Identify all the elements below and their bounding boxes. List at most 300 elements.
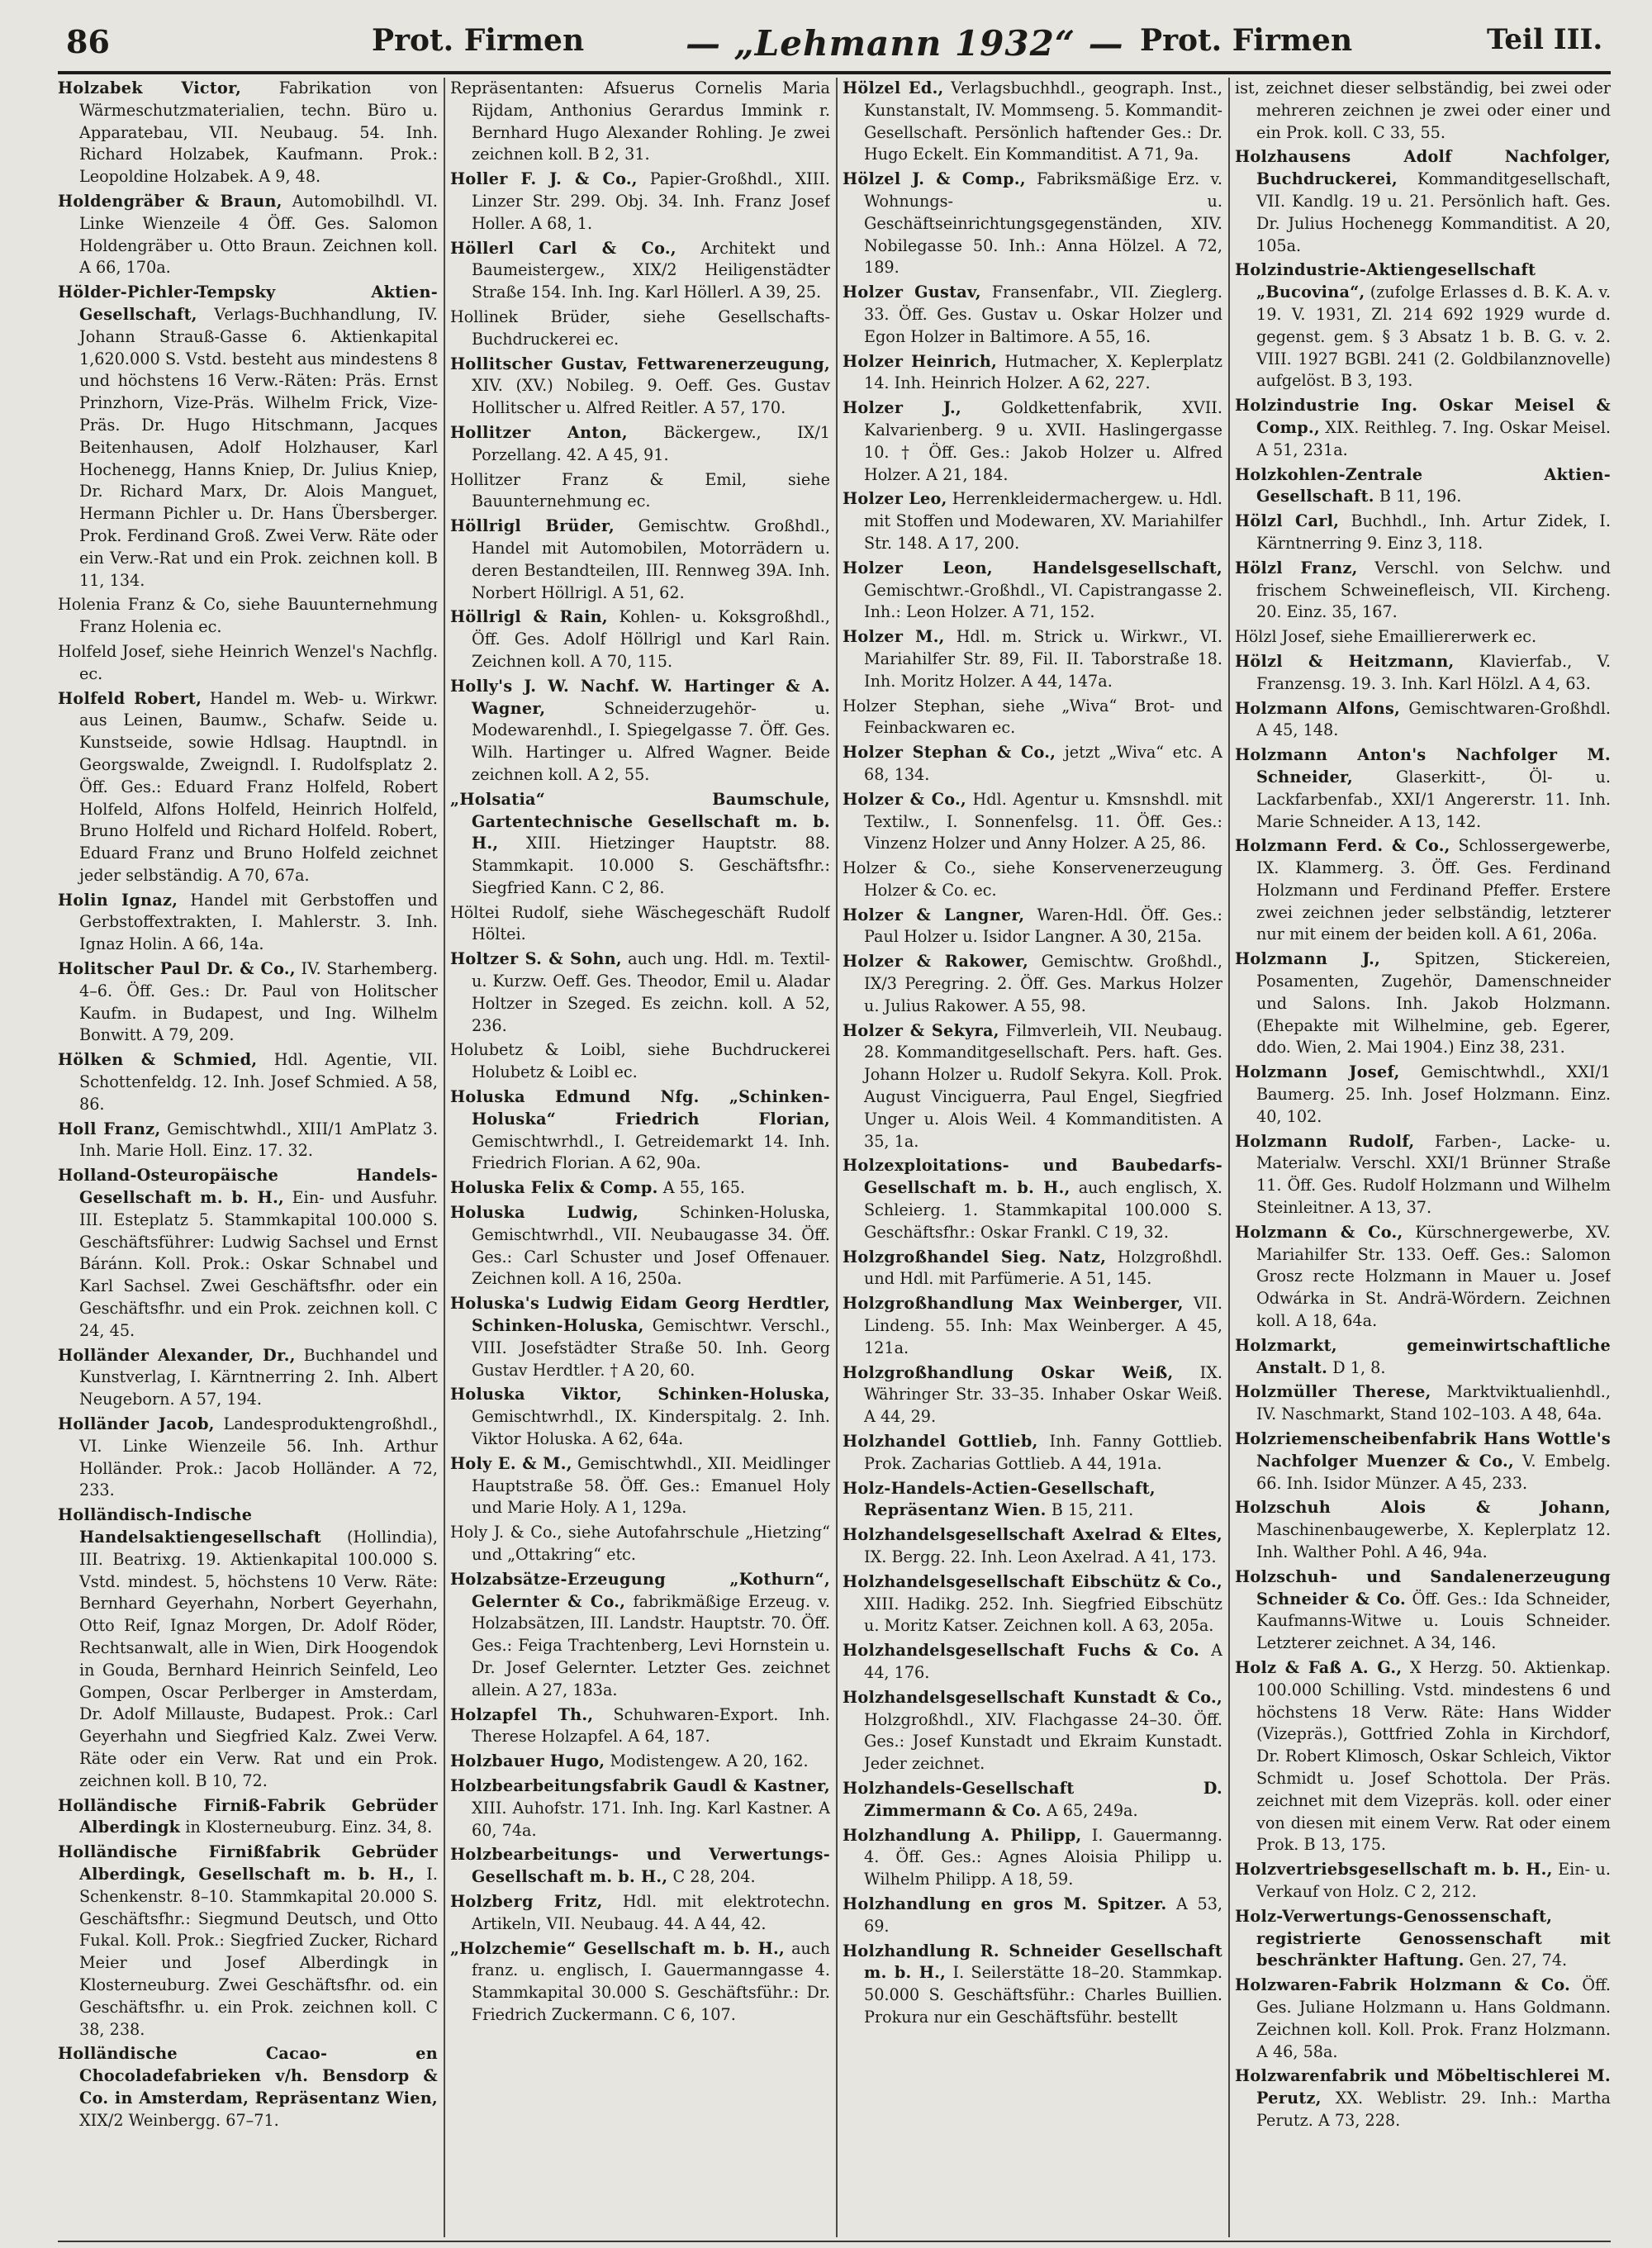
firm-name: Holzhausens Adolf Nachfolger, Buchdruckerei, <box>1235 147 1611 189</box>
entry-details: Verlagsbuchhdl., geograph. Inst., Kunstanstalt, IV. Mommseng. 5. Kommandit-Gesellschaft. Persönlich haftender Ges.: Dr. Hugo Eckelt. Ein Kommanditist. A 71, 9a. <box>864 78 1222 164</box>
entry-details: Gemischtw. Großhdl., Handel mit Automobilen, Motorrädern u. deren Bestandteilen, III. Rennweg 39A. Inh. Norbert Höllrigl. A 51, 62. <box>472 516 830 602</box>
firm-name: Holzexploitations- und Baubedarfs-Gesellschaft m. b. H., <box>843 1156 1222 1198</box>
entry-details: in Klosterneuburg. Einz. 34, 8. <box>180 1818 433 1837</box>
entry-details: Holzer Stephan, siehe „Wiva“ Brot- und Feinbackwaren ec. <box>843 696 1222 738</box>
directory-entry <box>843 78 1222 166</box>
firm-name: Holzkohlen-Zentrale Aktien-Gesellschaft. <box>1235 464 1611 506</box>
firm-name: Hölken & Schmied, <box>58 1050 258 1070</box>
directory-entry <box>450 1522 830 1566</box>
entry-details: I. Gauermanng. 4. Öff. Ges.: Agnes Aloisia Philipp u. Wilhelm Philipp. A 18, 59. <box>864 1825 1222 1889</box>
directory-entry <box>1235 1131 1611 1219</box>
firm-name: Holzer J., <box>843 398 961 418</box>
entry-details: (Hollindia), III. Beatrixg. 19. Aktienkapital 100.000 S. Vstd. mindest. 5, höchstens 10 Verw. Räte: Bernhard Geyerhahn, Norbert Geyerhahn, Otto Reif, Ignaz Morgen, Dr. Adolf Röder, Rechtsanwalt, alle in Wien, Dirk Hoogendok in Gouda, Bernhard Heinrich Seinfeld, Leo Gompen, Oscar Perlberger in Amsterdam, Dr. Adolf Millauste, Budapest. Prok.: Carl Geyerhahn und Siegfried Kalz. Zwei Verw. Räte oder ein Verw. Rat und ein Prok. zeichnen koll. B 10, 72. <box>79 1528 438 1790</box>
entry-details: Hollitzer Franz & Emil, siehe Bauunternehmung ec. <box>450 469 830 511</box>
firm-name: Holzgroßhandlung Max Weinberger, <box>843 1294 1184 1314</box>
entry-details: Schneiderzugehör- u. Modewarenhdl., I. Spiegelgasse 7. Öff. Ges. Wilh. Hartinger u. Alfred Wagner. Beide zeichnen koll. A 2, 55. <box>472 698 830 784</box>
entry-details: Holfeld Josef, siehe Heinrich Wenzel's Nachflg. ec. <box>58 641 438 683</box>
firm-name: Hölzl & Heitzmann, <box>1235 651 1455 671</box>
entry-details: auch franz. u. englisch, I. Gauermanngasse 4. Stammkapital 30.000 S. Geschäftsführ.: Dr. Friedrich Zuckermann. C 6, 107. <box>472 1938 830 2024</box>
entry-details: Glaserkitt-, Öl- u. Lackfarbenfab., XXI/1 Angererstr. 11. Inh. Marie Schneider. A 13, 142. <box>1256 767 1611 831</box>
directory-entry <box>450 1938 830 2027</box>
firm-name: Holzabek Victor, <box>58 78 242 97</box>
directory-entry <box>843 1640 1222 1685</box>
directory-entry <box>450 1202 830 1290</box>
firm-name: Holy E. & M., <box>450 1453 572 1473</box>
entry-details: Gemischtwr.-Großhdl., VI. Capistrangasse 2. Inh.: Leon Holzer. A 71, 152. <box>864 580 1222 622</box>
directory-entry <box>1235 1222 1611 1333</box>
directory-entry <box>1235 1975 1611 2063</box>
directory-entry <box>450 1384 830 1450</box>
firm-name: Holzhandelsgesellschaft Axelrad & Eltes, <box>843 1525 1222 1545</box>
entry-details: auch ung. Hdl. m. Textil-u. Kurzw. Oeff. Ges. Theodor, Emil u. Aladar Holtzer in Szeged. Es zeichn. koll. A 52, 236. <box>472 949 830 1035</box>
directory-entry <box>1235 511 1611 555</box>
entry-details: Gemischtwr. Verschl., VIII. Josefstädter Straße 50. Inh. Georg Gustav Herdtler. † A 20, 60. <box>472 1316 830 1380</box>
directory-entry <box>843 858 1222 902</box>
entry-details: Kommanditgesellschaft, VII. Kandlg. 19 u. 21. Persönlich haft. Ges. Dr. Julius Hochenegg Kommanditist. A 20, 105a. <box>1256 169 1611 255</box>
entry-details: Fabrikation von Wärmeschutzmaterialien, techn. Büro u. Apparatebau, VII. Neubaug. 54. Inh. Richard Holzabek, Kaufmann. Prok.: Leopoldine Holzabek. A 9, 48. <box>79 78 438 187</box>
directory-entry <box>58 1345 438 1411</box>
directory-entry <box>1235 1859 1611 1903</box>
firm-name: Holzhandlung A. Philipp, <box>843 1825 1082 1845</box>
directory-entry <box>1235 1497 1611 1563</box>
entry-details: Verschl. von Selchw. und frischem Schweinefleisch, VII. Kircheng. 20. Einz. 35, 167. <box>1256 558 1611 622</box>
firm-name: Holzriemenscheibenfabrik Hans Wottle's Nachfolger Muenzer & Co., <box>1235 1429 1611 1471</box>
entry-details: Handel m. Web- u. Wirkwr. aus Leinen, Baumw., Schafw. Seide u. Kunstseide, sowie Hdlsag. Hauptndl. in Georgswalde, Zweigndl. I. Rudolfsplatz 2. Öff. Ges.: Eduard Franz Holfeld, Robert Holfeld, Alfons Holfeld, Heinrich Holfeld, Bruno Holfeld und Richard Holfeld. Robert, Eduard Franz und Bruno Holfeld zeichnet jeder selbständig. A 70, 67a. <box>79 688 438 885</box>
directory-entry <box>1235 1657 1611 1856</box>
firm-name: Holuska Viktor, Schinken-Holuska, <box>450 1385 830 1404</box>
firm-name: Holly's J. W. Nachf. W. Hartinger & A. Wagner, <box>450 676 830 718</box>
directory-entry <box>1235 395 1611 461</box>
directory-entry <box>450 354 830 420</box>
directory-entry <box>1235 1062 1611 1128</box>
entry-details: C 28, 204. <box>667 1867 756 1887</box>
directory-entry <box>843 1687 1222 1775</box>
entry-details: Bäckergew., IX/1 Porzellang. 42. A 45, 91. <box>472 422 830 464</box>
directory-entry <box>1235 2065 1611 2132</box>
entry-details: ist, zeichnet dieser selbständig, bei zwei oder mehreren zeichnen je zwei oder einer und ein Prok. koll. C 33, 55. <box>1235 78 1611 142</box>
directory-entry <box>1235 698 1611 743</box>
entry-details: Buchhandel und Kunstverlag, I. Kärntnerring 2. Inh. Albert Neugeborn. A 57, 194. <box>79 1345 438 1409</box>
firm-name: Holzmann Alfons, <box>1235 698 1401 718</box>
directory-entry <box>450 1775 830 1842</box>
entry-details: Modistengew. A 20, 162. <box>605 1751 809 1771</box>
firm-name: Holz & Faß A. G., <box>1235 1657 1403 1677</box>
directory-entry <box>1235 1335 1611 1380</box>
firm-name: Holländische Cacao- en Chocoladefabrieken v/h. Bensdorp & Co. in Amsterdam, Repräsentanz Wien, <box>58 2044 438 2108</box>
entry-details: Goldkettenfabrik, XVII. Kalvarienberg. 9 u. XVII. Haslingergasse 10. † Öff. Ges.: Jakob Holzer u. Alfred Holzer. A 21, 184. <box>864 398 1222 484</box>
firm-name: Holzer Leo, <box>843 489 947 509</box>
entry-details: Gemischtwrhdl., IX. Kinderspitalg. 2. Inh. Viktor Holuska. A 62, 64a. <box>472 1407 830 1449</box>
firm-name: Holzberg Fritz, <box>450 1891 603 1911</box>
entry-details: Automobilhdl. VI. Linke Wienzeile 4 Öff. Ges. Salomon Holdengräber u. Otto Braun. Zeichnen koll. A 66, 170a. <box>79 191 438 278</box>
directory-entry <box>1235 259 1611 392</box>
entry-details: XIV. (XV.) Nobileg. 9. Oeff. Ges. Gustav Hollitscher u. Alfred Reitler. A 57, 170. <box>472 376 830 418</box>
firm-name: Holz-Verwertungs-Genossenschaft, registrierte Genossenschaft mit beschränkter Haftung. <box>1235 1906 1611 1970</box>
entry-details: Holenia Franz & Co, siehe Bauunternehmung Franz Holenia ec. <box>58 595 438 637</box>
firm-name: Holländisch-Indische Handelsaktiengesellschaft <box>58 1505 321 1547</box>
entry-details: Kürschnergewerbe, XV. Mariahilfer Str. 133. Oeff. Ges.: Salomon Grosz recte Holzmann in Mauer u. Josef Odwárka in St. Andrä-Wördern. Zeichnen koll. A 18, 64a. <box>1256 1222 1611 1331</box>
entry-details: Hdl. Agentie, VII. Schottenfeldg. 12. Inh. Josef Schmied. A 58, 86. <box>79 1050 438 1114</box>
firm-name: Holzer Stephan & Co., <box>843 743 1056 763</box>
entry-details: Spitzen, Stickereien, Posamenten, Zugehör, Damenschneider und Salons. Inh. Jakob Holzmann. (Ehepakte mit Wilhelmine, geb. Egerer, ddo. Wien, 2. Mai 1904.) Einz 38, 231. <box>1256 949 1611 1057</box>
entry-details: Repräsentanten: Afsuerus Cornelis Maria Rijdam, Anthonius Gerardus Immink r. Bernhard Hugo Alexander Rohling. Je zwei zeichnen koll. B 2, 31. <box>450 78 830 164</box>
firm-name: Hollitscher Gustav, Fettwarenerzeugung, <box>450 354 830 373</box>
directory-entry <box>450 606 830 672</box>
column-2 <box>450 78 830 2237</box>
header-rule <box>58 71 1611 74</box>
directory-entry <box>843 1478 1222 1523</box>
entry-details: Handel mit Gerbstoffen und Gerbstoffextrakten, I. Mahlerstr. 3. Inh. Ignaz Holin. A 66, 14a. <box>79 890 438 954</box>
directory-entry <box>843 1778 1222 1823</box>
firm-name: Holländer Jacob, <box>58 1414 215 1434</box>
directory-entry <box>843 626 1222 692</box>
directory-entry <box>843 1020 1222 1153</box>
directory-entry <box>1235 626 1611 649</box>
entry-details: XIX. Reithleg. 7. Ing. Oskar Meisel. A 51, 231a. <box>1256 417 1611 459</box>
firm-name: Holuska Edmund Nfg. „Schinken-Holuska“ Friedrich Florian, <box>450 1087 830 1129</box>
directory-entry <box>450 78 830 166</box>
column-divider <box>1228 78 1230 2237</box>
directory-entry <box>843 397 1222 486</box>
firm-name: „Holsatia“ Baumschule, Gartentechnische Gesellschaft m. b. H., <box>450 789 830 853</box>
entry-details: (zufolge Erlasses d. B. K. A. v. 19. V. 1931, Zl. 214 692 1929 wurde d. gegenst. gem. § 3 Absatz 1 b. B. G. v. 2. VIII. 1927 BGBl. 241 (2. Goldbilanznovelle) aufgelöst. B 3, 193. <box>1256 283 1611 391</box>
entry-details: Holzgroßhdl., XIV. Flachgasse 24–30. Öff. Ges.: Josef Kunstadt und Ekraim Kunstadt. Jeder zeichnet. <box>864 1709 1222 1774</box>
entry-details: Schlossergewerbe, IX. Klammerg. 3. Öff. Ges. Ferdinand Holzmann und Ferdinand Pfeffer. Erstere zwei zeichnen jeder selbständig, letzterer nur mit einem der beiden koll. A 61, 206a. <box>1256 836 1611 944</box>
firm-name: Höllrigl Brüder, <box>450 516 615 536</box>
firm-name: Holuska Felix & Comp. <box>450 1178 658 1198</box>
directory-entry <box>58 1165 438 1342</box>
firm-name: Holzgroßhandel Sieg. Natz, <box>843 1247 1107 1267</box>
entry-details: I. Seilerstätte 18–20. Stammkap. 50.000 S. Geschäftsführ.: Charles Buillien. Prokura nur ein Geschäftsführ. bestellt <box>864 1963 1222 2027</box>
directory-entry <box>1235 1428 1611 1495</box>
firm-name: Hollitzer Anton, <box>450 422 628 442</box>
entry-details: A 44, 176. <box>864 1641 1222 1682</box>
directory-entry <box>1235 1381 1611 1426</box>
entry-details: Höltei Rudolf, siehe Wäschegeschäft Rudolf Höltei. <box>450 902 830 944</box>
entry-details: A 53, 69. <box>864 1894 1222 1936</box>
directory-entry <box>843 169 1222 279</box>
entry-details: I. Schenkenstr. 8–10. Stammkapital 20.000 S. Geschäftsfhr.: Siegmund Deutsch, und Otto Fukal. Koll. Prok.: Siegfried Zucker, Richard Meier und Josef Alberdingk in Klosterneuburg. Zwei Geschäftsfhr. od. ein Geschäftsfhr. u. ein Prok. zeichnen koll. C 38, 238. <box>79 1864 438 2039</box>
directory-entry <box>58 1795 438 1840</box>
firm-name: Hölzel Ed., <box>843 78 944 97</box>
firm-name: Holzer & Rakower, <box>843 952 1029 972</box>
directory-entry <box>450 238 830 304</box>
entry-details: XIX/2 Weinbergg. 67–71. <box>79 2110 279 2130</box>
firm-name: Holzer & Co., <box>843 789 966 809</box>
directory-entry <box>450 516 830 604</box>
directory-entry <box>450 1891 830 1936</box>
running-title-right: Prot. Firmen <box>1140 23 1353 58</box>
directory-entry <box>843 351 1222 396</box>
entry-details: Hdl. m. Strick u. Wirkwr., VI. Mariahilfer Str. 89, Fil. II. Taborstraße 18. Inh. Moritz Holzer. A 44, 147a. <box>864 627 1222 691</box>
directory-entry <box>450 1704 830 1749</box>
directory-entry <box>450 902 830 947</box>
entry-details: Ein- u. Verkauf von Holz. C 2, 212. <box>1256 1860 1611 1901</box>
directory-entry <box>1235 78 1611 144</box>
directory-entry <box>843 696 1222 740</box>
directory-entry <box>843 1362 1222 1428</box>
entry-details: Gen. 27, 74. <box>1464 1951 1568 1970</box>
entry-details: V. Embelg. 66. Inh. Isidor Münzer. A 45, 233. <box>1256 1451 1611 1493</box>
entry-details: XIII. Hadikg. 252. Inh. Siegfried Eibschütz u. Moritz Katser. Zeichnen koll. A 63, 205a. <box>864 1594 1222 1636</box>
directory-entry <box>843 488 1222 554</box>
directory-entry <box>843 558 1222 624</box>
directory-entry <box>843 1155 1222 1243</box>
entry-details: Gemischtwaren-Großhdl. A 45, 148. <box>1256 698 1611 740</box>
firm-name: Hölzl Carl, <box>1235 511 1340 531</box>
firm-name: Holzhandlung R. Schneider Gesellschaft m. b. H., <box>843 1941 1222 1983</box>
entry-details: Kohlen- u. Koksgroßhdl., Öff. Ges. Adolf Höllrigl und Karl Rain. Zeichnen koll. A 70, 115. <box>472 607 830 671</box>
entry-details: Papier-Großhdl., XIII. Linzer Str. 299. Obj. 34. Inh. Franz Josef Holler. A 68, 1. <box>472 169 830 233</box>
directory-entry <box>1235 744 1611 833</box>
firm-name: Holzmann Anton's Nachfolger M. Schneider, <box>1235 745 1611 787</box>
firm-name: Holländische Firnißfabrik Gebrüder Alberdingk, Gesellschaft m. b. H., <box>58 1842 438 1884</box>
entry-details: B 11, 196. <box>1374 487 1462 506</box>
firm-name: Holzmann & Co., <box>1235 1222 1403 1242</box>
entry-details: Schuhwaren-Export. Inh. Therese Holzapfel. A 64, 187. <box>472 1704 830 1747</box>
firm-name: Holzbearbeitungs- und Verwertungs-Gesellschaft m. b. H., <box>450 1845 830 1887</box>
directory-entry <box>843 789 1222 855</box>
entry-details: XIII. Hietzinger Hauptstr. 88. Stammkapit. 10.000 S. Geschäftsfhr.: Siegfried Kann. C 2, 86. <box>472 834 830 897</box>
directory-entry <box>843 742 1222 787</box>
directory-entry <box>58 594 438 639</box>
firm-name: Holzmann Ferd. & Co., <box>1235 836 1450 856</box>
firm-name: Holzwarenfabrik und Möbeltischlerei M. Perutz, <box>1235 2066 1611 2108</box>
directory-entry <box>58 1842 438 2041</box>
page-header <box>58 18 1611 68</box>
directory-entry <box>58 688 438 887</box>
directory-entry <box>450 789 830 900</box>
firm-name: Holzindustrie Ing. Oskar Meisel & Comp., <box>1235 396 1611 437</box>
column-1 <box>58 78 438 2237</box>
directory-entry <box>58 191 438 279</box>
entry-details: Hollinek Brüder, siehe Gesellschafts-Buchdruckerei ec. <box>450 307 830 349</box>
firm-name: Holzhandlung en gros M. Spitzer. <box>843 1894 1167 1913</box>
column-3 <box>843 78 1222 2237</box>
entry-details: IX. Bergg. 22. Inh. Leon Axelrad. A 41, 173. <box>864 1547 1217 1566</box>
entry-details: Verlags-Buchhandlung, IV. Johann Strauß-Gasse 6. Aktienkapital 1,620.000 S. Vstd. besteht aus mindestens 8 und höchstens 16 Verw.-Räten: Präs. Ernst Prinzhorn, Vize-Präs. Wilhelm Frick, Vize-Präs. Dr. Hugo Hitschmann, Jacques Beitenhausen, Adolf Holzhauser, Karl Hochenegg, Hanns Kniep, Dr. Julius Kniep, Dr. Richard Marx, Dr. Alois Manguet, Hermann Pichler u. Dr. Hans Übersberger. Prok. Ferdinand Groß. Zwei Verw. Räte oder ein Verw.-Rat und ein Prok. zeichnen koll. B 11, 134. <box>79 304 438 590</box>
directory-entry <box>1235 651 1611 696</box>
directory-entry <box>1235 146 1611 257</box>
firm-name: Holzer & Langner, <box>843 905 1025 924</box>
firm-name: Holzwaren-Fabrik Holzmann & Co. <box>1235 1975 1571 1995</box>
firm-name: Holzer M., <box>843 627 945 647</box>
section-label: Teil III. <box>1487 23 1603 56</box>
firm-name: Holuska Ludwig, <box>450 1203 639 1223</box>
entry-details: Landesproduktengroßhdl., VI. Linke Wienzeile 56. Inh. Arthur Holländer. Prok.: Jacob Holländer. A 72, 233. <box>79 1414 438 1500</box>
directory-entry <box>843 282 1222 348</box>
directory-entry <box>843 1941 1222 2029</box>
page-number: 86 <box>66 23 110 60</box>
directory-entry <box>450 1453 830 1519</box>
firm-name: Holzhandelsgesellschaft Fuchs & Co. <box>843 1641 1200 1661</box>
entry-details: Inh. Fanny Gottlieb. Prok. Zacharias Gottlieb. A 44, 191a. <box>864 1432 1222 1473</box>
directory-entry <box>843 951 1222 1017</box>
entry-details: X Herzg. 50. Aktienkap. 100.000 Schilling. Vstd. mindestens 6 und höchstens 18 Verw. Räte: Hans Widder (Vizepräs.), Gottfried Zohla in Kirchdorf, Dr. Robert Klimosch, Oskar Schleich, Viktor Schmidt u. Josef Schottola. Der Präs. zeichnet mit dem Vizepräs. koll. oder einer von diesen mit einem Verw. Rat oder einem Prok. B 13, 175. <box>1256 1657 1611 1855</box>
firm-name: Holzmüller Therese, <box>1235 1382 1431 1402</box>
entry-details: Ein- und Ausfuhr. III. Esteplatz 5. Stammkapital 100.000 S. Geschäftsführer: Ludwig Sachsel und Ernst Báránn. Koll. Prok.: Oskar Schnabel und Karl Sachsel. Zwei Geschäftsfhr. oder ein Geschäftsfhr. und ein Prok. zeichnen koll. C 24, 45. <box>79 1188 438 1340</box>
directory-entry <box>843 1293 1222 1359</box>
directory-entry <box>450 1569 830 1702</box>
entry-details: XX. Weblistr. 29. Inh.: Martha Perutz. A 73, 228. <box>1256 2089 1611 2130</box>
directory-entry <box>1235 558 1611 624</box>
directory-entry <box>450 422 830 467</box>
directory-entry <box>450 1751 830 1773</box>
entry-details: Klavierfab., V. Franzensg. 19. 3. Inh. Karl Hölzl. A 4, 63. <box>1256 651 1611 693</box>
entry-details: Herrenkleidermachergew. u. Hdl. mit Stoffen und Modewaren, XV. Mariahilfer Str. 148. A 17, 200. <box>864 489 1222 553</box>
entry-details: Öff. Ges. Juliane Holzmann u. Hans Goldmann. Zeichnen koll. Koll. Prok. Franz Holzmann. A 46, 58a. <box>1256 1975 1611 2061</box>
entry-details: Hdl. Agentur u. Kmsnshdl. mit Textilw., I. Sonnenfelsg. 11. Öff. Ges.: Vinzenz Holzer und Anny Holzer. A 25, 86. <box>864 789 1222 853</box>
firm-name: Hölder-Pichler-Tempsky Aktien-Gesellschaft, <box>58 283 438 324</box>
entry-details: Fabriksmäßige Erz. v. Wohnungs- u. Geschäftseinrichtungsgegenständen, XIV. Nobilegasse 50. Inh.: Anna Hölzel. A 72, 189. <box>864 169 1222 278</box>
entry-details: Hölzl Josef, siehe Emailliererwerk ec. <box>1235 627 1537 647</box>
directory-entry <box>1235 1566 1611 1655</box>
entry-details: Öff. Ges.: Ida Schneider, Kaufmanns-Witwe u. Louis Schneider. Letzterer zeichnet. A 34, 146. <box>1256 1589 1611 1653</box>
firm-name: Holzbearbeitungsfabrik Gaudl & Kastner, <box>450 1775 830 1795</box>
firm-name: Holzmann J., <box>1235 949 1381 969</box>
entry-details: Gemischtwhdl., XII. Meidlinger Hauptstraße 58. Öff. Ges.: Emanuel Holy und Marie Holy. A 1, 129a. <box>472 1453 830 1518</box>
firm-name: Holzmann Rudolf, <box>1235 1131 1415 1151</box>
firm-name: Holzhandelsgesellschaft Kunstadt & Co., <box>843 1687 1222 1707</box>
directory-entry <box>843 1431 1222 1476</box>
entry-details: A 55, 165. <box>657 1178 746 1198</box>
directory-entry <box>450 1086 830 1175</box>
firm-name: Hölzel J. & Comp., <box>843 169 1026 189</box>
firm-name: Holzhandels-Gesellschaft D. Zimmermann & Co. <box>843 1778 1222 1820</box>
column-divider <box>444 78 445 2237</box>
directory-entry <box>450 948 830 1037</box>
entry-details: Gemischtwhdl., XIII/1 AmPlatz 3. Inh. Marie Holl. Einz. 17. 32. <box>79 1119 438 1161</box>
running-title-left: Prot. Firmen <box>372 23 585 58</box>
entry-details: Holy J. & Co., siehe Autofahrschule „Hietzing“ und „Ottakring“ etc. <box>450 1523 830 1564</box>
directory-entry <box>450 1039 830 1084</box>
entry-details: Gemischtwhdl., XXI/1 Baumerg. 25. Inh. Josef Holzmann. Einz. 40, 102. <box>1256 1062 1611 1126</box>
firm-name: Holz-Handels-Actien-Gesellschaft, Repräsentanz Wien. <box>843 1478 1156 1520</box>
entry-details: Schinken-Holuska, Gemischtwrhdl., VII. Neubaugasse 34. Öff. Ges.: Carl Schuster und Josef Offenauer. Zeichnen koll. A 16, 250a. <box>472 1203 830 1289</box>
directory-entry <box>58 890 438 956</box>
entry-details: auch englisch, X. Schleierg. 1. Stammkapital 100.000 S. Geschäftsfhr.: Oskar Frankl. C 19, 32. <box>864 1178 1222 1242</box>
firm-name: Holzschuh Alois & Johann, <box>1235 1498 1611 1518</box>
firm-name: Höllrigl & Rain, <box>450 607 608 627</box>
column-4 <box>1235 78 1611 2237</box>
directory-entry <box>450 307 830 351</box>
firm-name: Holzapfel Th., <box>450 1704 594 1724</box>
directory-entry <box>58 1049 438 1115</box>
entry-details: A 65, 249a. <box>1041 1800 1138 1820</box>
firm-name: „Holzchemie“ Gesellschaft m. b. H., <box>450 1938 785 1958</box>
directory-entry <box>1235 835 1611 946</box>
entry-details: Hutmacher, X. Keplerplatz 14. Inh. Heinrich Holzer. A 62, 227. <box>864 351 1222 393</box>
firm-name: Holzer Gustav, <box>843 283 981 302</box>
entry-details: Holzer & Co., siehe Konservenerzeugung Holzer & Co. ec. <box>843 858 1222 900</box>
directory-entry <box>843 1825 1222 1891</box>
directory-entry <box>58 282 438 592</box>
firm-name: Holzindustrie-Aktiengesellschaft „Bucovina“, <box>1235 260 1536 302</box>
directory-entry <box>843 1894 1222 1938</box>
firm-name: Holländische Firniß-Fabrik Gebrüder Alberdingk <box>58 1795 438 1837</box>
entry-details: Filmverleih, VII. Neubaug. 28. Kommanditgesellschaft. Pers. haft. Ges. Johann Holzer u. Rudolf Sekyra. Koll. Prok. August Vinciguerra, Paul Engel, Siegfried Unger u. Alois Weil. 4 Kommanditisten. A 35, 1a. <box>864 1020 1222 1151</box>
firm-name: Holzmann Josef, <box>1235 1062 1400 1082</box>
firm-name: Holland-Osteuropäische Handels-Gesellschaft m. b. H., <box>58 1166 438 1208</box>
entry-details: IV. Starhemberg. 4–6. Öff. Ges.: Dr. Paul von Holitscher Kaufm. in Budapest, und Ing. Wilhelm Bonwitt. A 79, 209. <box>79 959 438 1045</box>
entry-details: Waren-Hdl. Öff. Ges.: Paul Holzer u. Isidor Langner. A 30, 215a. <box>864 905 1222 947</box>
directory-entry <box>450 1293 830 1381</box>
column-divider <box>836 78 838 2237</box>
entry-details: Architekt und Baumeistergew., XIX/2 Heiligenstädter Straße 154. Inh. Ing. Karl Höllerl. A 39, 25. <box>472 238 830 302</box>
firm-name: Holzer & Sekyra, <box>843 1020 999 1040</box>
directory-entry <box>450 676 830 787</box>
directory-entry <box>58 958 438 1047</box>
directory-entry <box>58 1119 438 1163</box>
firm-name: Holtzer S. & Sohn, <box>450 949 622 969</box>
entry-details: Holubetz & Loibl, siehe Buchdruckerei Holubetz & Loibl ec. <box>450 1040 830 1082</box>
firm-name: Holzer Heinrich, <box>843 351 998 371</box>
firm-name: Holl Franz, <box>58 1119 161 1138</box>
directory-entry <box>450 1844 830 1889</box>
firm-name: Holzhandelsgesellschaft Eibschütz & Co., <box>843 1571 1222 1591</box>
entry-details: Farben-, Lacke- u. Materialw. Verschl. XXI/1 Brünner Straße 11. Öff. Ges. Rudolf Holzmann und Wilhelm Steinleitner. A 13, 37. <box>1256 1131 1611 1218</box>
directory-entry <box>58 1504 438 1792</box>
entry-details: Gemischtwrhdl., I. Getreidemarkt 14. Inh. Friedrich Florian. A 62, 90a. <box>472 1131 830 1173</box>
running-title-center: — „Lehmann 1932“ — <box>686 23 1124 64</box>
firm-name: Holzbauer Hugo, <box>450 1751 605 1771</box>
directory-entry <box>843 1571 1222 1637</box>
entry-details: IX. Währinger Str. 33–35. Inhaber Oskar Weiß. A 44, 29. <box>864 1362 1222 1427</box>
firm-name: Holzmarkt, gemeinwirtschaftliche Anstalt. <box>1235 1335 1611 1377</box>
entry-details: Marktviktualienhdl., IV. Naschmarkt, Stand 102–103. A 48, 64a. <box>1256 1382 1611 1424</box>
firm-name: Holzvertriebsgesellschaft m. b. H., <box>1235 1860 1553 1880</box>
entry-details: XIII. Auhofstr. 171. Inh. Ing. Karl Kastner. A 60, 74a. <box>472 1798 830 1840</box>
entry-details: Holzgroßhdl. und Hdl. mit Parfümerie. A 51, 145. <box>864 1247 1222 1289</box>
firm-name: Holin Ignaz, <box>58 890 178 910</box>
entry-details: jetzt „Wiva“ etc. A 68, 134. <box>864 743 1222 784</box>
entry-details: Maschinenbaugewerbe, X. Keplerplatz 12. Inh. Walther Pohl. A 46, 94a. <box>1256 1520 1611 1561</box>
firm-name: Holfeld Robert, <box>58 688 202 708</box>
directory-entry <box>58 78 438 188</box>
footer-rule <box>58 2241 1611 2242</box>
directory-entry <box>843 905 1222 949</box>
directory-entry <box>1235 1906 1611 1972</box>
directory-entry <box>843 1524 1222 1569</box>
entry-details: D 1, 8. <box>1327 1357 1386 1377</box>
firm-name: Holitscher Paul Dr. & Co., <box>58 959 296 979</box>
entry-details: VII. Lindeng. 55. Inh: Max Weinberger. A 45, 121a. <box>864 1294 1222 1357</box>
entry-details: B 15, 211. <box>1046 1500 1134 1520</box>
directory-entry <box>450 169 830 235</box>
directory-entry <box>450 469 830 514</box>
directory-entry <box>58 641 438 686</box>
directory-entry <box>1235 464 1611 509</box>
firm-name: Holler F. J. & Co., <box>450 169 638 189</box>
firm-name: Holdengräber & Braun, <box>58 191 282 211</box>
firm-name: Holzabsätze-Erzeugung „Kothurn“, Gelernter & Co., <box>450 1569 830 1611</box>
directory-entry <box>58 2043 438 2132</box>
directory-entry <box>450 1177 830 1200</box>
firm-name: Holzhandel Gottlieb, <box>843 1432 1038 1452</box>
entry-details: fabrikmäßige Erzeug. v. Holzabsätzen, III. Landstr. Hauptstr. 70. Öff. Ges.: Feiga Trachtenberg, Levi Hornstein u. Dr. Josef Gelernter. Letzter Ges. zeichnet allein. A 27, 183a. <box>472 1591 830 1699</box>
directory-entry <box>58 1414 438 1502</box>
entry-details: Hdl. mit elektrotechn. Artikeln, VII. Neubaug. 44. A 44, 42. <box>472 1891 830 1933</box>
firm-name: Holländer Alexander, Dr., <box>58 1345 296 1365</box>
entry-details: Buchhdl., Inh. Artur Zidek, I. Kärntnerring 9. Einz 3, 118. <box>1256 511 1611 553</box>
firm-name: Holzer Leon, Handelsgesellschaft, <box>843 558 1222 577</box>
firm-name: Höllerl Carl & Co., <box>450 238 676 258</box>
directory-entry <box>1235 948 1611 1059</box>
firm-name: Holuska's Ludwig Eidam Georg Herdtler, Schinken-Holuska, <box>450 1294 830 1336</box>
firm-name: Holzschuh- und Sandalenerzeugung Schneider & Co. <box>1235 1566 1611 1609</box>
directory-entry <box>843 1247 1222 1291</box>
firm-name: Holzgroßhandlung Oskar Weiß, <box>843 1362 1174 1382</box>
